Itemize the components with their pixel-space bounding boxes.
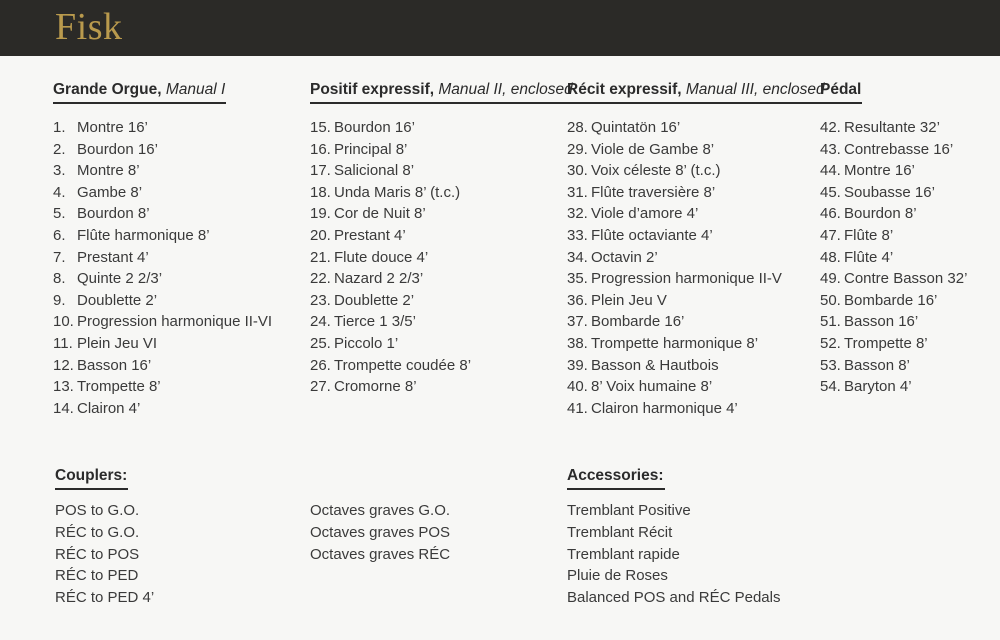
accessories-heading-text: Accessories: bbox=[567, 467, 664, 484]
stop-item bbox=[820, 311, 967, 333]
stop-item bbox=[820, 290, 967, 312]
couplers-list bbox=[55, 500, 154, 609]
stop-number: 32. bbox=[567, 205, 588, 223]
stop-item bbox=[53, 160, 272, 182]
accessories-heading bbox=[567, 466, 665, 490]
stop-name: Nazard 2 2/3’ bbox=[334, 270, 424, 288]
stop-number: 14. bbox=[53, 399, 74, 417]
octave-grave-item: Octaves graves G.O. bbox=[310, 502, 451, 519]
stop-item bbox=[310, 290, 574, 312]
stop-name: Contre Basson 32’ bbox=[844, 270, 968, 288]
stop-name: 8’ Voix humaine 8’ bbox=[591, 378, 713, 396]
stop-number: 34. bbox=[567, 248, 588, 266]
stop-name: Flûte traversière 8’ bbox=[591, 183, 716, 201]
stop-item bbox=[820, 117, 967, 139]
stop-name: Flute douce 4’ bbox=[334, 248, 429, 266]
stop-name: Resultante 32’ bbox=[844, 119, 940, 136]
stop-name: Octavin 2’ bbox=[591, 248, 658, 266]
stop-number: 44. bbox=[820, 162, 841, 180]
stop-name: Clairon harmonique 4’ bbox=[591, 399, 738, 417]
stop-name: Cromorne 8’ bbox=[334, 378, 417, 396]
stop-name: Baryton 4’ bbox=[844, 378, 912, 396]
stop-name: Basson & Hautbois bbox=[591, 356, 719, 374]
stop-item bbox=[310, 117, 574, 139]
stop-number: 16. bbox=[310, 140, 331, 158]
stop-name: Clairon 4’ bbox=[77, 399, 141, 417]
stop-name: Flûte harmonique 8’ bbox=[77, 226, 210, 244]
stop-name: Viole de Gambe 8’ bbox=[591, 140, 715, 158]
coupler-item: RÉC to PED bbox=[55, 567, 139, 585]
stop-number: 13. bbox=[53, 378, 74, 396]
stop-name: Trompette coudée 8’ bbox=[334, 356, 472, 374]
division-manual-label: Manual III, enclosed bbox=[681, 81, 825, 98]
stop-item bbox=[53, 376, 272, 398]
accessory-item: Tremblant Récit bbox=[567, 523, 673, 541]
stop-name: Tierce 1 3/5’ bbox=[334, 313, 416, 331]
stop-number: 52. bbox=[820, 334, 841, 352]
stop-item bbox=[310, 182, 574, 204]
coupler-item: RÉC to G.O. bbox=[55, 523, 140, 541]
octaves-graves-list bbox=[310, 500, 450, 565]
stop-number: 2. bbox=[53, 140, 66, 158]
stop-name: Salicional 8’ bbox=[334, 162, 415, 180]
division-manual-label: Manual II, enclosed bbox=[434, 81, 573, 98]
stop-number: 33. bbox=[567, 226, 588, 244]
stop-item bbox=[820, 247, 967, 269]
stop-item bbox=[310, 160, 574, 182]
stop-name: Trompette harmonique 8’ bbox=[591, 334, 759, 352]
stop-item bbox=[567, 225, 826, 247]
stop-number: 1. bbox=[53, 119, 66, 136]
stop-name: Gambe 8’ bbox=[77, 183, 143, 201]
stop-item bbox=[567, 311, 826, 333]
couplers-section bbox=[55, 466, 154, 609]
stop-name: Basson 8’ bbox=[844, 356, 910, 374]
stop-name: Trompette 8’ bbox=[77, 378, 161, 396]
stop-item bbox=[820, 225, 967, 247]
stop-name: Principal 8’ bbox=[334, 140, 408, 158]
stop-number: 49. bbox=[820, 270, 841, 288]
division-title-grande-orgue bbox=[53, 80, 226, 104]
stop-number: 37. bbox=[567, 313, 588, 331]
stop-item bbox=[310, 203, 574, 225]
stop-number: 19. bbox=[310, 205, 331, 223]
accessory-item: Balanced POS and RÉC Pedals bbox=[567, 589, 781, 607]
stop-number: 53. bbox=[820, 356, 841, 374]
stop-name: Plein Jeu VI bbox=[77, 334, 158, 352]
stop-item bbox=[820, 203, 967, 225]
stop-name: Flûte 4’ bbox=[844, 248, 894, 266]
stop-name: Bourdon 8’ bbox=[844, 205, 917, 223]
stop-item bbox=[820, 268, 967, 290]
stop-name: Quinte 2 2/3’ bbox=[77, 270, 163, 288]
stop-item bbox=[567, 203, 826, 225]
stop-number: 43. bbox=[820, 140, 841, 158]
division-title-pedal bbox=[820, 80, 862, 104]
stop-item bbox=[310, 311, 574, 333]
division-title-text: Positif expressif, bbox=[310, 81, 435, 98]
stop-number: 50. bbox=[820, 291, 841, 309]
stop-number: 29. bbox=[567, 140, 588, 158]
stop-number: 54. bbox=[820, 378, 841, 396]
stop-number: 12. bbox=[53, 356, 74, 374]
stop-item bbox=[310, 247, 574, 269]
stop-item bbox=[53, 182, 272, 204]
division-title-text: Récit expressif, bbox=[567, 81, 682, 98]
stop-item bbox=[567, 376, 826, 398]
site-header bbox=[0, 0, 1000, 56]
stop-item bbox=[53, 225, 272, 247]
stop-name: Viole d’amore 4’ bbox=[591, 205, 699, 223]
stop-name: Bourdon 16’ bbox=[334, 119, 415, 136]
stop-number: 31. bbox=[567, 183, 588, 201]
stop-name: Flûte 8’ bbox=[844, 226, 894, 244]
stop-number: 15. bbox=[310, 119, 331, 136]
stop-number: 27. bbox=[310, 378, 331, 396]
stop-number: 18. bbox=[310, 183, 331, 201]
division-title-text: Grande Orgue, bbox=[53, 81, 162, 98]
stop-number: 24. bbox=[310, 313, 331, 331]
octaves-graves-section bbox=[310, 500, 450, 565]
stop-number: 26. bbox=[310, 356, 331, 374]
stop-number: 10. bbox=[53, 313, 74, 331]
stop-number: 30. bbox=[567, 162, 588, 180]
stop-number: 40. bbox=[567, 378, 588, 396]
couplers-heading bbox=[55, 466, 128, 490]
stop-number: 39. bbox=[567, 356, 588, 374]
stop-name: Bombarde 16’ bbox=[591, 313, 685, 331]
division-grande-orgue bbox=[53, 80, 272, 419]
stop-item bbox=[567, 398, 826, 420]
division-title-text: Pédal bbox=[820, 81, 862, 98]
stop-name: Unda Maris 8’ (t.c.) bbox=[334, 183, 461, 201]
stop-item bbox=[310, 139, 574, 161]
stop-item bbox=[53, 268, 272, 290]
stop-name: Basson 16’ bbox=[844, 313, 919, 331]
stop-number: 6. bbox=[53, 226, 66, 244]
division-manual-label: Manual I bbox=[161, 81, 226, 98]
couplers-heading-text: Couplers: bbox=[55, 467, 128, 484]
stop-number: 8. bbox=[53, 270, 66, 288]
stop-item bbox=[820, 376, 967, 398]
stop-number: 5. bbox=[53, 205, 66, 223]
stop-item bbox=[53, 139, 272, 161]
accessory-item: Pluie de Roses bbox=[567, 567, 668, 585]
stop-number: 23. bbox=[310, 291, 331, 309]
stop-item bbox=[53, 355, 272, 377]
stop-item bbox=[310, 376, 574, 398]
stop-number: 3. bbox=[53, 162, 66, 180]
stop-item bbox=[310, 225, 574, 247]
stop-list-pedal bbox=[820, 117, 967, 398]
stop-item bbox=[820, 139, 967, 161]
stop-number: 20. bbox=[310, 226, 331, 244]
stop-item bbox=[53, 247, 272, 269]
octave-grave-item: Octaves graves RÉC bbox=[310, 545, 451, 563]
stop-number: 36. bbox=[567, 291, 588, 309]
stop-item bbox=[567, 182, 826, 204]
division-pedal bbox=[820, 80, 967, 398]
stop-number: 45. bbox=[820, 183, 841, 201]
accessories-section bbox=[567, 466, 780, 609]
stop-item bbox=[53, 203, 272, 225]
stop-name: Basson 16’ bbox=[77, 356, 152, 374]
stop-list-positif bbox=[310, 117, 574, 398]
stop-item bbox=[53, 398, 272, 420]
stop-number: 42. bbox=[820, 119, 841, 136]
stop-name: Progression harmonique II-V bbox=[591, 270, 782, 288]
division-recit bbox=[567, 80, 826, 419]
division-title-positif bbox=[310, 80, 574, 104]
accessory-item: Tremblant Positive bbox=[567, 502, 691, 519]
stop-name: Trompette 8’ bbox=[844, 334, 928, 352]
stop-name: Cor de Nuit 8’ bbox=[334, 205, 426, 223]
stop-name: Bombarde 16’ bbox=[844, 291, 938, 309]
stop-name: Doublette 2’ bbox=[77, 291, 158, 309]
stop-item bbox=[53, 333, 272, 355]
stop-number: 35. bbox=[567, 270, 588, 288]
stop-name: Soubasse 16’ bbox=[844, 183, 935, 201]
coupler-item: RÉC to POS bbox=[55, 545, 140, 563]
stop-item bbox=[567, 117, 826, 139]
stop-item bbox=[53, 290, 272, 312]
stop-item bbox=[567, 247, 826, 269]
stop-name: Prestant 4’ bbox=[77, 248, 149, 266]
coupler-item: POS to G.O. bbox=[55, 502, 140, 519]
stop-number: 22. bbox=[310, 270, 331, 288]
stop-item bbox=[820, 355, 967, 377]
stop-item bbox=[567, 290, 826, 312]
stop-item bbox=[567, 355, 826, 377]
stop-item bbox=[567, 160, 826, 182]
stop-item bbox=[53, 311, 272, 333]
coupler-item: RÉC to PED 4’ bbox=[55, 589, 155, 607]
stop-number: 38. bbox=[567, 334, 588, 352]
stop-name: Bourdon 8’ bbox=[77, 205, 150, 223]
stop-number: 48. bbox=[820, 248, 841, 266]
division-positif bbox=[310, 80, 574, 398]
stop-number: 47. bbox=[820, 226, 841, 244]
stop-name: Voix céleste 8’ (t.c.) bbox=[591, 162, 721, 180]
stop-name: Contrebasse 16’ bbox=[844, 140, 954, 158]
stop-name: Flûte octaviante 4’ bbox=[591, 226, 713, 244]
stop-item bbox=[310, 333, 574, 355]
stop-name: Montre 16’ bbox=[77, 119, 148, 136]
stop-number: 9. bbox=[53, 291, 66, 309]
stop-list-recit bbox=[567, 117, 826, 419]
fisk-logo[interactable]: Fisk bbox=[55, 6, 123, 48]
stop-item bbox=[53, 117, 272, 139]
stop-name: Piccolo 1’ bbox=[334, 334, 399, 352]
stop-name: Quintatön 16’ bbox=[591, 119, 681, 136]
accessories-list bbox=[567, 500, 780, 609]
stop-number: 4. bbox=[53, 183, 66, 201]
stop-item bbox=[820, 160, 967, 182]
octave-grave-item: Octaves graves POS bbox=[310, 523, 451, 541]
stop-name: Montre 8’ bbox=[77, 162, 140, 180]
stop-number: 17. bbox=[310, 162, 331, 180]
stop-name: Doublette 2’ bbox=[334, 291, 415, 309]
stop-item bbox=[567, 333, 826, 355]
accessory-item: Tremblant rapide bbox=[567, 545, 680, 563]
stop-name: Prestant 4’ bbox=[334, 226, 406, 244]
stop-number: 7. bbox=[53, 248, 66, 266]
stop-number: 21. bbox=[310, 248, 331, 266]
stop-number: 41. bbox=[567, 399, 588, 417]
stop-number: 11. bbox=[53, 334, 73, 352]
stop-number: 51. bbox=[820, 313, 841, 331]
stop-item bbox=[310, 355, 574, 377]
stop-item bbox=[567, 268, 826, 290]
stop-name: Plein Jeu V bbox=[591, 291, 667, 309]
stop-list-grande-orgue bbox=[53, 117, 272, 419]
stop-item bbox=[310, 268, 574, 290]
stop-item bbox=[567, 139, 826, 161]
stop-number: 28. bbox=[567, 119, 588, 136]
stop-item bbox=[820, 182, 967, 204]
division-title-recit bbox=[567, 80, 826, 104]
stop-number: 46. bbox=[820, 205, 841, 223]
stop-item bbox=[820, 333, 967, 355]
stop-name: Bourdon 16’ bbox=[77, 140, 158, 158]
stop-name: Montre 16’ bbox=[844, 162, 915, 180]
stop-name: Progression harmonique II-VI bbox=[77, 313, 273, 331]
stop-number: 25. bbox=[310, 334, 331, 352]
